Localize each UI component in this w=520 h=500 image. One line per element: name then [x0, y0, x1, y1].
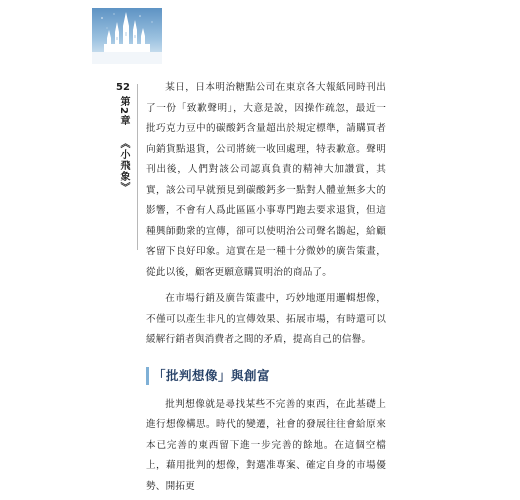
chapter-label: 第2章 [118, 96, 129, 126]
paragraph-1: 某日，日本明治糖點公司在東京各大報紙同時刊出了一份「致歉聲明」，大意是說，因操作疏忽，最近一批巧克力豆中的碳酸鈣含量超出於規定標準，請購買者向銷貨點退貨，公司將統一收回處理，特表歉意。聲明刊出後，人們對該公司認真負責的精神大加讚賞，其實，該公司早就預見到碳酸鈣多一點對人體並無多大的影響，不會有人爲此區區小事專門跑去要求退貨，但這種興師動衆的宣傳，卻可以使明治公司聲名鵲起，給顧客留下良好印象。這實在是一種十分微妙的廣告策畫，從此以後，顧客更願意購買明治的商品了。 [146, 82, 386, 278]
section-heading: 「批判想像」與創富 [146, 367, 270, 385]
book-title: 《小飛象》 [118, 137, 129, 193]
page-side-info [114, 82, 132, 193]
page-content [146, 78, 386, 497]
section-paragraph: 批判想像就是尋找某些不完善的東西，在此基礎上進行想像構思。時代的變遷，社會的發展往往會給原來本已完善的東西留下進一步完善的餘地。在這個空檔上，藉用批判的想像，對選准專案、確定自身的市場優勢、開拓更 [146, 398, 386, 492]
page-number: 52 [116, 82, 130, 93]
castle-illustration [92, 8, 162, 64]
paragraph-2: 在市場行銷及廣告策畫中，巧妙地運用邏輯想像，不僅可以產生非凡的宣傳效果、拓展市場，有時還可以緩解行銷者與消費者之間的矛盾，提高自己的信譽。 [146, 293, 386, 345]
side-divider [137, 84, 138, 250]
